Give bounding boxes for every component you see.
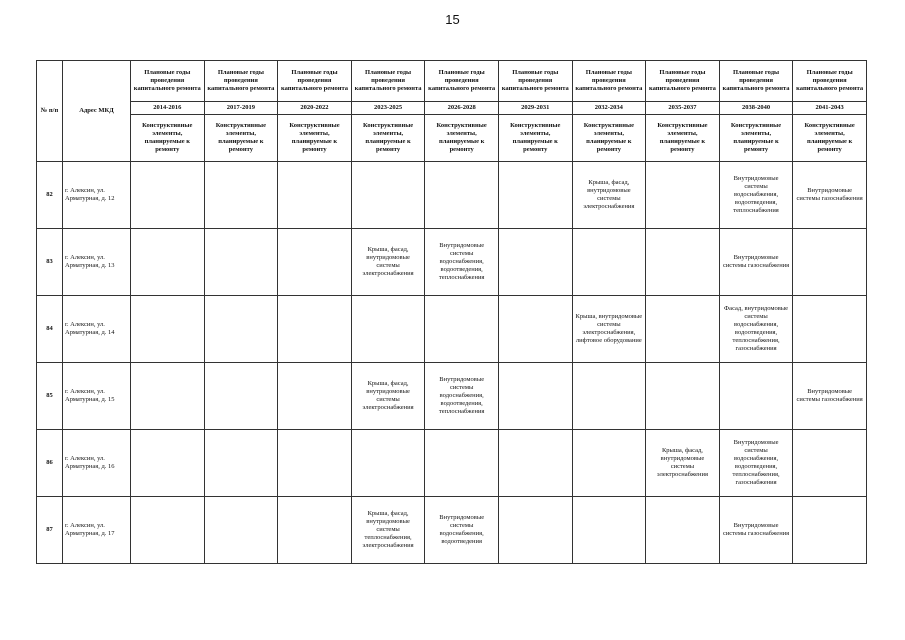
header-years-row: [37, 102, 867, 115]
repair-cell: [351, 296, 425, 363]
repair-cell: Внутридомовые системы газоснабжения: [793, 363, 867, 430]
period-title: Плановые годы проведения капитального ремонта: [425, 61, 499, 102]
repair-cell: [131, 497, 205, 564]
repair-cell: [131, 229, 205, 296]
repair-cell: Внутридомовые системы водоснабжения, водоотведения: [425, 497, 499, 564]
repair-cell: [646, 162, 720, 229]
period-title: Плановые годы проведения капитального ремонта: [278, 61, 352, 102]
repair-cell: [425, 162, 499, 229]
period-title: Плановые годы проведения капитального ремонта: [646, 61, 720, 102]
row-number: 84: [37, 296, 63, 363]
period-title: Плановые годы проведения капитального ремонта: [131, 61, 205, 102]
period-years: 2035-2037: [646, 102, 720, 115]
repair-cell: [131, 296, 205, 363]
row-address: г. Алексин, ул. Арматурная, д. 15: [63, 363, 131, 430]
period-title: Плановые годы проведения капитального ремонта: [719, 61, 793, 102]
repair-cell: Внутридомовые системы газоснабжения: [719, 497, 793, 564]
row-address: г. Алексин, ул. Арматурная, д. 14: [63, 296, 131, 363]
period-title: Плановые годы проведения капитального ремонта: [498, 61, 572, 102]
repair-plan-table: [36, 60, 867, 564]
repair-cell: [498, 296, 572, 363]
repair-cell: [572, 497, 646, 564]
repair-cell: Крыша, фасад, внутридомовые системы электроснабжения: [351, 229, 425, 296]
repair-cell: [572, 363, 646, 430]
table-row: [37, 296, 867, 363]
repair-cell: [351, 162, 425, 229]
period-title: Плановые годы проведения капитального ремонта: [572, 61, 646, 102]
table-row: [37, 430, 867, 497]
period-title: Плановые годы проведения капитального ремонта: [204, 61, 278, 102]
period-subtitle: Конструктивные элементы, планируемые к ремонту: [498, 115, 572, 162]
repair-cell: [793, 430, 867, 497]
period-subtitle: Конструктивные элементы, планируемые к ремонту: [131, 115, 205, 162]
period-subtitle: Конструктивные элементы, планируемые к ремонту: [204, 115, 278, 162]
table-row: [37, 497, 867, 564]
repair-cell: [498, 363, 572, 430]
period-subtitle: Конструктивные элементы, планируемые к ремонту: [572, 115, 646, 162]
table-row: [37, 363, 867, 430]
period-years: 2041-2043: [793, 102, 867, 115]
period-years: 2026-2028: [425, 102, 499, 115]
column-header-address: Адрес МКД: [63, 61, 131, 162]
period-years: 2017-2019: [204, 102, 278, 115]
period-years: 2014-2016: [131, 102, 205, 115]
row-address: г. Алексин, ул. Арматурная, д. 16: [63, 430, 131, 497]
repair-cell: Внутридомовые системы газоснабжения: [793, 162, 867, 229]
period-subtitle: Конструктивные элементы, планируемые к ремонту: [793, 115, 867, 162]
repair-cell: [498, 430, 572, 497]
repair-cell: Внутридомовые системы газоснабжения: [719, 229, 793, 296]
period-subtitle: Конструктивные элементы, планируемые к ремонту: [278, 115, 352, 162]
repair-cell: [793, 497, 867, 564]
repair-cell: [793, 296, 867, 363]
repair-cell: [793, 229, 867, 296]
repair-cell: [204, 162, 278, 229]
repair-cell: [131, 162, 205, 229]
repair-cell: [646, 296, 720, 363]
repair-cell: [498, 229, 572, 296]
period-years: 2020-2022: [278, 102, 352, 115]
period-years: 2032-2034: [572, 102, 646, 115]
repair-cell: [204, 497, 278, 564]
period-years: 2038-2040: [719, 102, 793, 115]
repair-cell: Фасад, внутридомовые системы водоснабжения, водоотведения, теплоснабжения, газоснабжения: [719, 296, 793, 363]
period-years: 2023-2025: [351, 102, 425, 115]
period-title: Плановые годы проведения капитального ремонта: [793, 61, 867, 102]
repair-cell: [498, 497, 572, 564]
repair-cell: Крыша, внутридомовые системы электроснабжения, лифтовое оборудование: [572, 296, 646, 363]
repair-cell: [425, 296, 499, 363]
header-subtitle-row: [37, 115, 867, 162]
row-number: 85: [37, 363, 63, 430]
row-address: г. Алексин, ул. Арматурная, д. 12: [63, 162, 131, 229]
repair-cell: [572, 229, 646, 296]
repair-cell: [719, 363, 793, 430]
repair-cell: Крыша, фасад, внутридомовые системы теплоснабжения, электроснабжения: [351, 497, 425, 564]
header-title-row: [37, 61, 867, 102]
repair-cell: [572, 430, 646, 497]
row-number: 87: [37, 497, 63, 564]
row-number: 83: [37, 229, 63, 296]
repair-cell: [204, 430, 278, 497]
repair-cell: [278, 430, 352, 497]
repair-cell: Крыша, фасад, внутридомовые системы электроснабжения: [646, 430, 720, 497]
table-row: [37, 229, 867, 296]
repair-cell: [351, 430, 425, 497]
row-address: г. Алексин, ул. Арматурная, д. 17: [63, 497, 131, 564]
repair-cell: [204, 363, 278, 430]
repair-cell: Крыша, фасад, внутридомовые системы электроснабжения: [572, 162, 646, 229]
repair-cell: [278, 229, 352, 296]
row-number: 82: [37, 162, 63, 229]
repair-cell: [646, 497, 720, 564]
period-subtitle: Конструктивные элементы, планируемые к ремонту: [719, 115, 793, 162]
repair-cell: [425, 430, 499, 497]
repair-cell: [278, 363, 352, 430]
repair-cell: [278, 162, 352, 229]
repair-cell: [131, 363, 205, 430]
page-number: 15: [445, 12, 460, 27]
repair-cell: [498, 162, 572, 229]
period-subtitle: Конструктивные элементы, планируемые к ремонту: [646, 115, 720, 162]
column-header-number: № п/п: [37, 61, 63, 162]
table-row: [37, 162, 867, 229]
period-years: 2029-2031: [498, 102, 572, 115]
repair-cell: [204, 296, 278, 363]
repair-cell: [204, 229, 278, 296]
repair-cell: [278, 497, 352, 564]
repair-cell: [646, 363, 720, 430]
repair-cell: [278, 296, 352, 363]
repair-cell: Крыша, фасад, внутридомовые системы электроснабжения: [351, 363, 425, 430]
period-title: Плановые годы проведения капитального ремонта: [351, 61, 425, 102]
repair-cell: [646, 229, 720, 296]
repair-cell: Внутридомовые системы водоснабжения, водоотведения, теплоснабжения: [719, 162, 793, 229]
period-subtitle: Конструктивные элементы, планируемые к ремонту: [351, 115, 425, 162]
repair-cell: [131, 430, 205, 497]
repair-cell: Внутридомовые системы водоснабжения, водоотведения, теплоснабжения, газоснабжения: [719, 430, 793, 497]
row-number: 86: [37, 430, 63, 497]
row-address: г. Алексин, ул. Арматурная, д. 13: [63, 229, 131, 296]
repair-cell: Внутридомовые системы водоснабжения, водоотведения, теплоснабжения: [425, 363, 499, 430]
period-subtitle: Конструктивные элементы, планируемые к ремонту: [425, 115, 499, 162]
repair-cell: Внутридомовые системы водоснабжения, водоотведения, теплоснабжения: [425, 229, 499, 296]
